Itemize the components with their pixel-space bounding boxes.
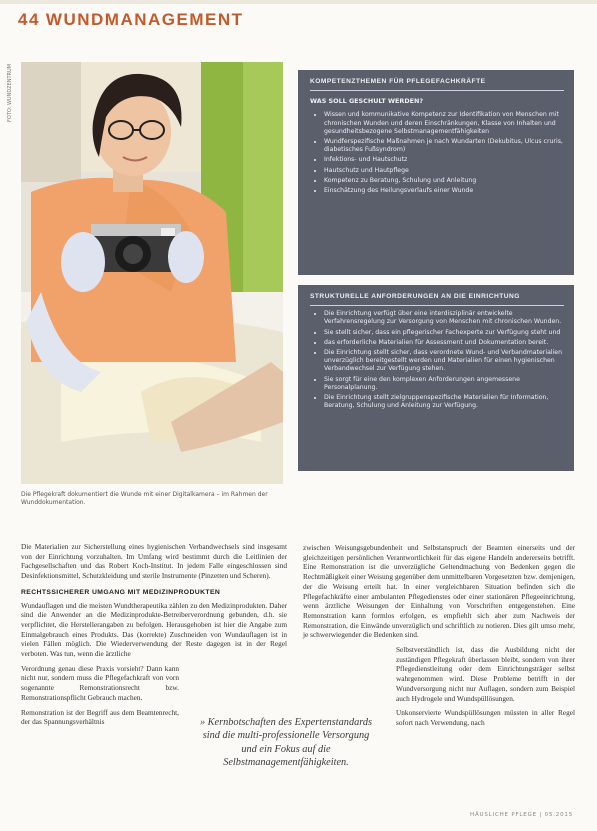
- list-item: • Die Einrichtung stellt zielgruppenspezifische Materialien für Information, Beratung, Schulung und Anleitung zur Verfügung.: [324, 394, 564, 410]
- paragraph: Wundauflagen und die meisten Wundtherapeutika zählen zu den Medizinprodukten. Daher sind die Anwender an die Medizinprodukte-Betreiberverordnung gebunden, d.h. sie verpflichtet, die Herstellerangaben zu befolgen. Herausgehoben ist hier die Angabe zum Einmalgebrauch eines Produkts. Das (korrekte) Zuschneiden von Wundauflagen ist in vielen Fällen möglich. Die Wiederverwendung der Reste dagegen ist in der Regel verboten. Was tun, wenn die ärztliche: [21, 600, 287, 659]
- page-top-edge: [0, 0, 597, 4]
- competence-list: [298, 111, 574, 195]
- paragraph: zwischen Weisungsgebundenheit und Selbstanspruch der Beamten einerseits und der gleichzeitigen persönlichen Verantwortlichkeit für das eigene Handeln andererseits betrifft. Eine Remonstration ist die unverzügliche Geltendmachung von Bedenken gegen die Rechtmäßigkeit einer Weisung gegenüber dem unmittelbaren Vorgesetzten bzw. demjenigen, der die Weisung erteilt hat. In einer vergleichbaren Situation befinden sich die Pflegefachkräfte einer ambulanten Pflegedienstes oder einer stationären Pflegeeinrichtung, wenn ärztliche Weisungen der Einhaltung von Vorschriften entgegenstehen. Eine Remonstration kann formlos erfolgen, es empfiehlt sich aber zum Nachweis der Remonstration, die Einwände unverzüglich und schriftlich zu notieren. Dies gilt umso mehr, je schwerwiegender die Bedenken sind.: [303, 543, 575, 640]
- photo-nurse-with-camera: [21, 62, 283, 484]
- divider: [310, 90, 564, 91]
- paragraph: Selbstverständlich ist, dass die Ausbildung nicht der zuständigen Pflegekraft überlassen bleibt, sondern von ihrer Pflegedienstleitung oder dem Einrichtungsträger selbst wahrgenommen wird. Diese Probleme betrifft in der Wundversorgung nicht nur Auflagen, sondern zum Beispiel auch Hydrogele und Wundspüllösungen.: [396, 645, 575, 703]
- info-box-competence-topics: [298, 70, 574, 275]
- page-footer: HÄUSLICHE PFLEGE | 05.2015: [470, 812, 573, 818]
- info-box-title: STRUKTURELLE ANFORDERUNGEN AN DIE EINRICHTUNG: [310, 293, 520, 300]
- list-item: • Kompetenz zu Beratung, Schulung und Anleitung: [324, 177, 564, 185]
- article-column-right: [303, 543, 575, 733]
- article-column-left: [21, 542, 287, 732]
- info-box-subtitle: WAS SOLL GESCHULT WERDEN?: [310, 97, 424, 106]
- section-heading: RECHTSSICHERER UMGANG MIT MEDIZINPRODUKTEN: [21, 588, 221, 596]
- paragraph: Remonstration ist der Begriff aus dem Beamtenrecht, der das Spannungsverhältnis: [21, 707, 179, 727]
- page-number: 44: [18, 10, 40, 29]
- list-item: • Infektions- und Hautschutz: [324, 156, 564, 164]
- paragraph: Verordnung genau diese Praxis vorsieht? Dann kann nicht nur, sondern muss die Pflegefachkraft von vorn sogenannte Remonstrationsrecht bzw. Remonstrationspflicht Gebrauch machen.: [21, 663, 179, 702]
- pull-quote: » Kernbotschaften des Expertenstandards sind die multi-professionelle Versorgung und ein Fokus auf die Selbstmanagementfähigkeiten.: [199, 717, 373, 768]
- list-item: • Einschätzung des Heilungsverlaufs einer Wunde: [324, 187, 564, 195]
- list-item: • das erforderliche Materialien für Assessment und Dokumentation bereit.: [324, 339, 564, 347]
- info-box-structural-requirements: [298, 285, 574, 471]
- list-item: • Die Einrichtung verfügt über eine interdisziplinär entwickelte Verfahrensregelung zur Versorgung von Menschen mit chronischen Wunden.: [324, 310, 564, 326]
- list-item: • Sie sorgt für eine den komplexen Anforderungen angemessene Personalplanung.: [324, 376, 564, 392]
- list-item: • Wundferspezifische Maßnahmen je nach Wundarten (Dekubitus, Ulcus cruris, diabetisches Fußsyndrom): [324, 138, 564, 154]
- paragraph: Die Materialien zur Sicherstellung eines hygienischen Verbandwechsels sind insgesamt von der Einrichtung vorzuhalten. Im Umfang wird bestimmt durch die Leitlinien der Fachgesellschaften und das Robert Koch-Institut. In jedem Falle eingeschlossen sind Desinfektionsmittel, Schutzkleidung und sterile Instrumente (Pinzetten und Scheren).: [21, 542, 287, 581]
- section-title: WUNDMANAGEMENT: [45, 10, 244, 29]
- article-photo: [21, 62, 283, 484]
- list-item: • Hautschutz und Hautpflege: [324, 167, 564, 175]
- divider: [310, 305, 564, 306]
- photo-caption: Die Pflegekraft dokumentiert die Wunde mit einer Digitalkamera – im Rahmen der Wunddokumentation.: [21, 491, 268, 506]
- list-item: • Wissen und kommunikative Kompetenz zur Identifikation von Menschen mit chronischen Wunden und deren Einschränkungen, Klasse von Inhalten und gesundheitsbezogene Selbstmanagementfähigkeiten: [324, 111, 564, 136]
- paragraph: Unkonservierte Wundspüllösungen müssten in aller Regel sofort nach Verwendung, nach: [396, 708, 575, 727]
- info-box-title: KOMPETENZTHEMEN FÜR PFLEGEFACHKRÄFTE: [310, 78, 486, 85]
- requirements-list: [298, 310, 574, 410]
- page-header: [18, 10, 244, 30]
- list-item: • Sie stellt sicher, dass ein pflegerischer Fachexperte zur Verfügung steht und: [324, 329, 564, 337]
- photo-credit: FOTO: WUNDZENTRUM: [7, 64, 13, 123]
- list-item: • Die Einrichtung stellt sicher, dass verordnete Wund- und Verbandmaterialien unverzüglich bereitgestellt werden und Materialien für einen hygienischen Verbandwechsel zur Verfügung stehen.: [324, 349, 564, 374]
